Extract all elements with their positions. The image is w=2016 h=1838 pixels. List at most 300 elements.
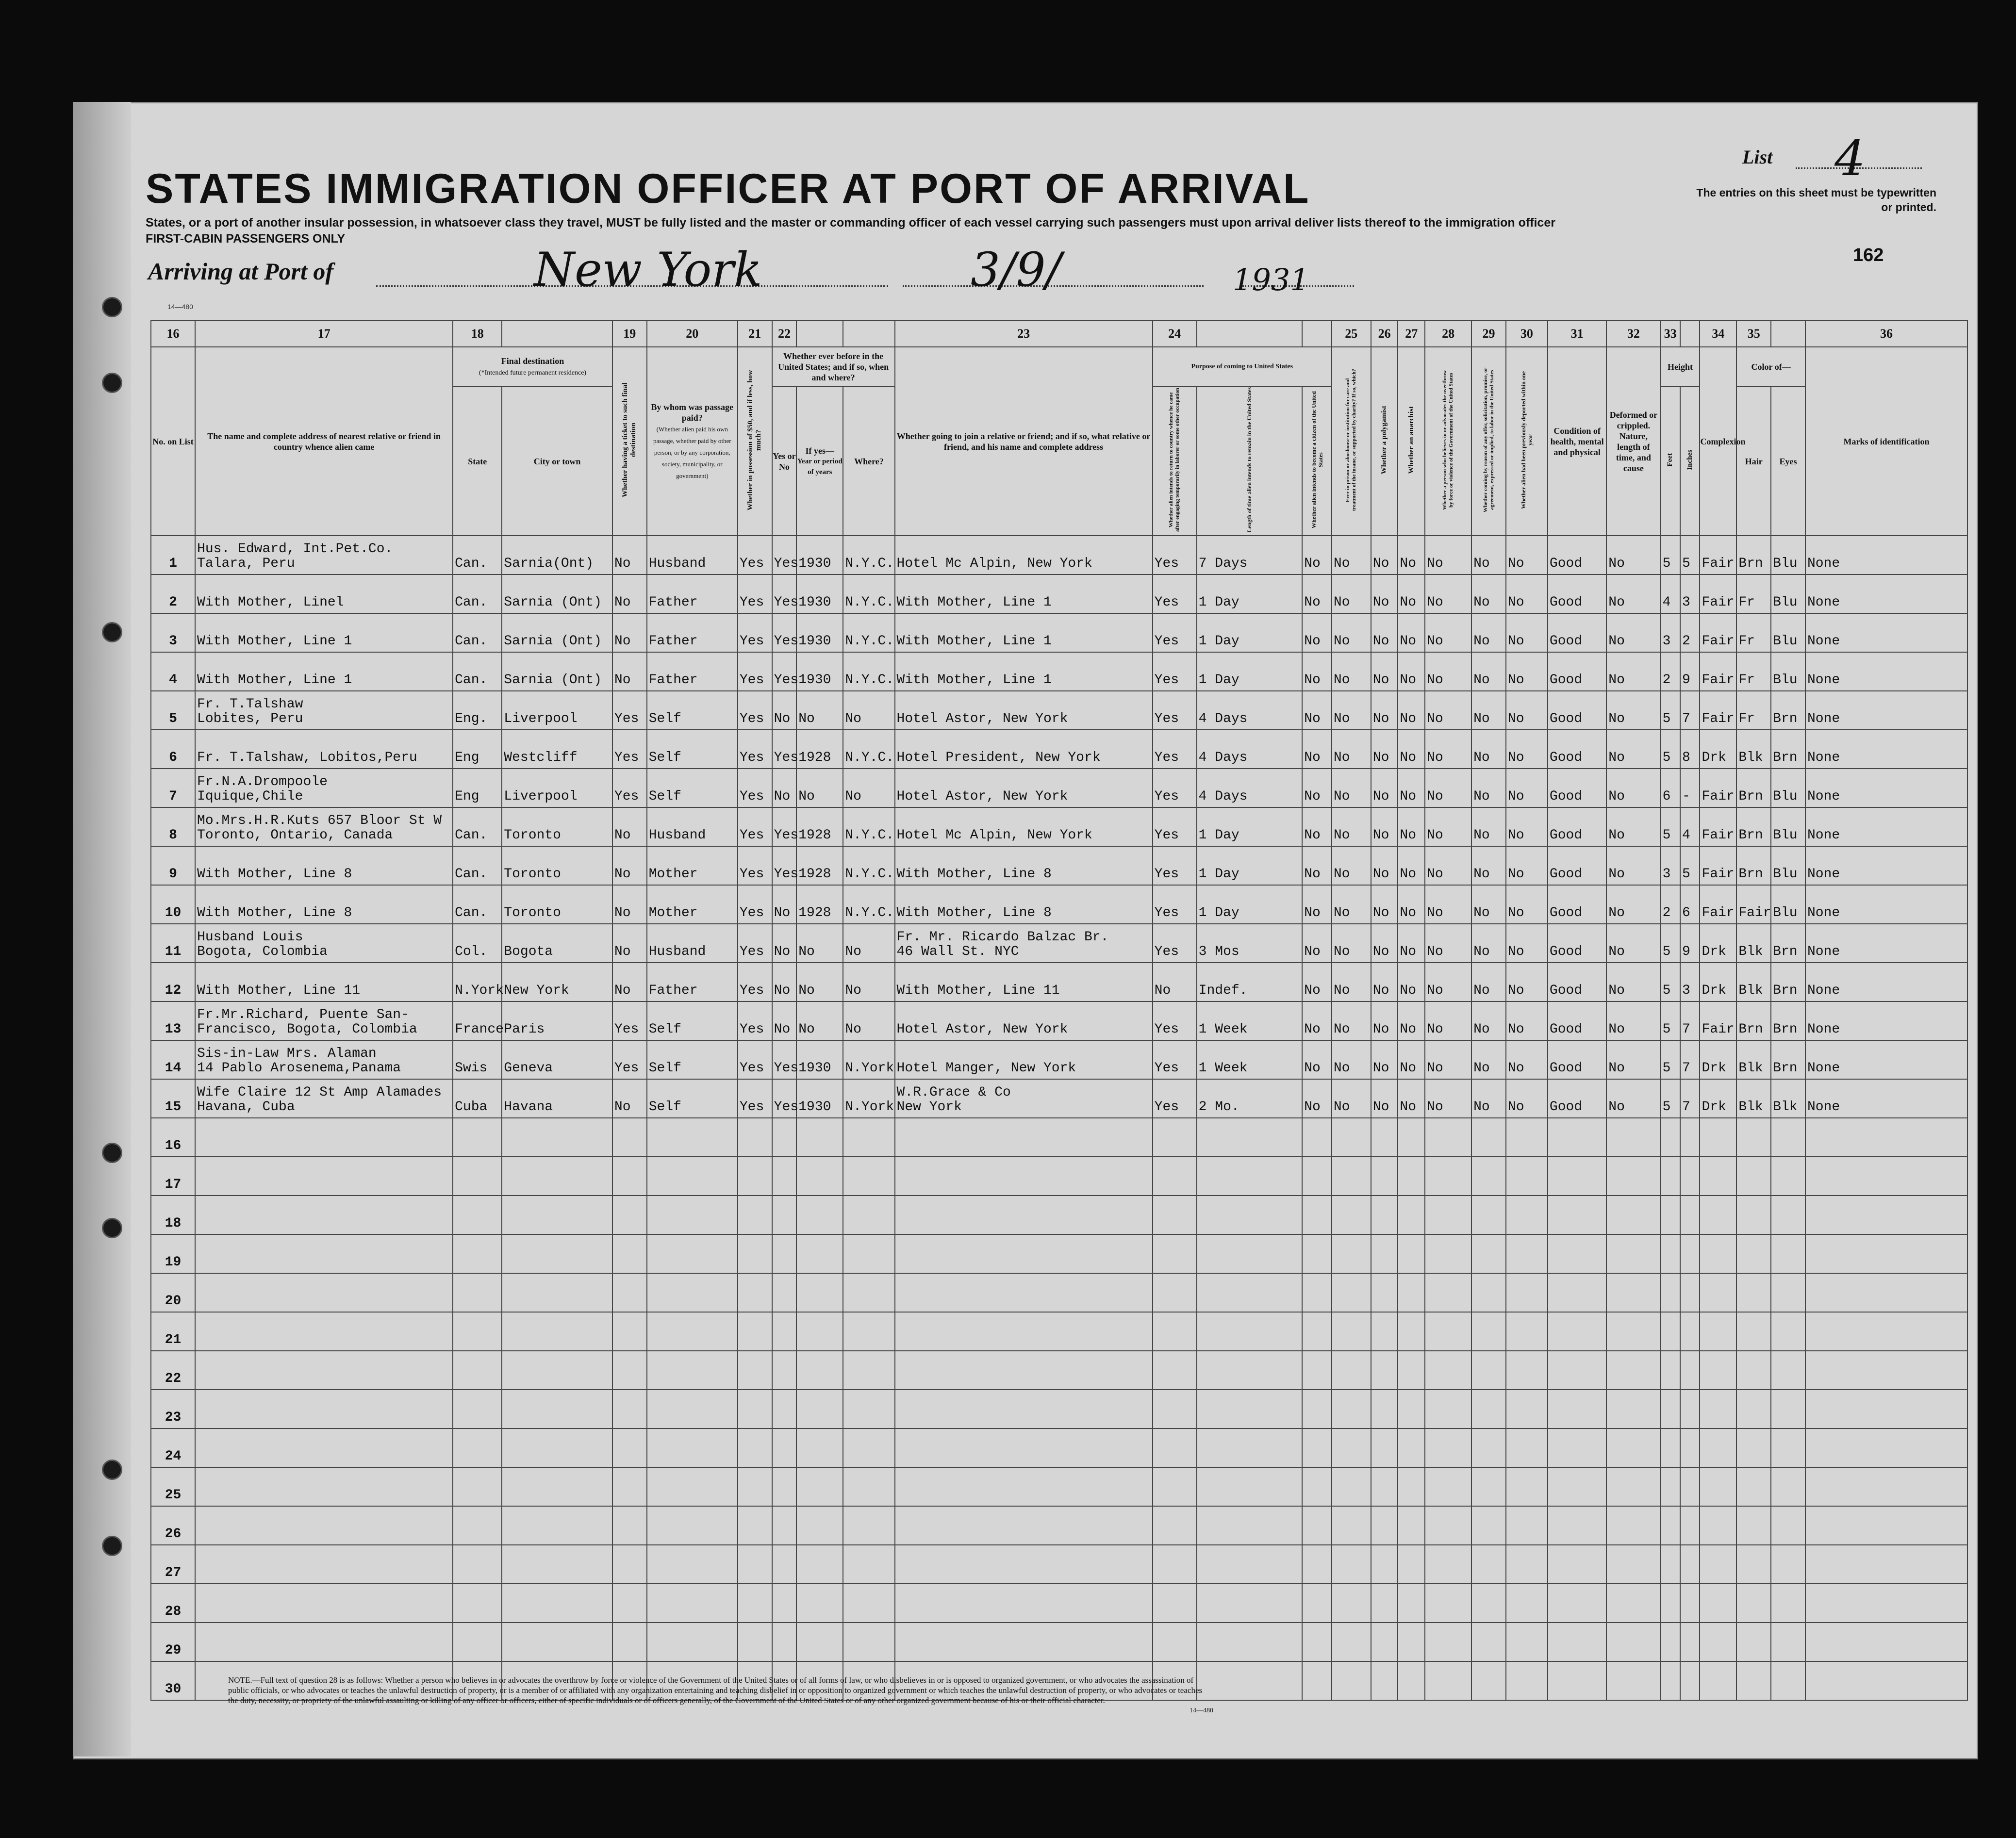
year-cell (796, 1118, 843, 1157)
header-line-no: No. on List (151, 347, 195, 536)
year-cell: 1930 (796, 536, 843, 574)
joining-cell: Hotel Mc Alpin, New York (895, 536, 1153, 574)
manifest-table (150, 320, 1968, 1701)
fifty-dollars-cell: Yes (738, 769, 772, 807)
ticket-cell (612, 1467, 647, 1506)
line-number-cell: 4 (151, 652, 195, 691)
passenger-class: FIRST-CABIN PASSENGERS ONLY (146, 232, 346, 246)
year-cell (796, 1273, 843, 1312)
header-final-destination: Final destination (*Intended future permanent residence) (453, 347, 612, 387)
polygamist-cell (1371, 1234, 1398, 1273)
binder-hole-icon (102, 1143, 122, 1163)
citizen-cell (1302, 1623, 1332, 1661)
labor-offer-cell (1471, 1467, 1506, 1506)
deported-cell: No (1506, 730, 1548, 769)
fifty-dollars-cell (738, 1428, 772, 1467)
deformed-cell (1606, 1506, 1660, 1545)
passage-paid-cell: Self (647, 691, 738, 730)
marks-cell: None (1805, 924, 1967, 963)
hair-cell (1736, 1584, 1771, 1623)
header-passage-paid: By whom was passage paid? (Whether alien paid his own passage, whether paid by other person, or by any corporation, society, municipality, or government) (647, 347, 738, 536)
relative-cell-line1: Hus. Edward, Int.Pet.Co. (197, 542, 393, 557)
joining-cell (895, 1506, 1153, 1545)
joining-cell (895, 1312, 1153, 1351)
table-row (151, 536, 1967, 574)
health-cell: Good (1548, 846, 1606, 885)
before-us-cell (772, 1312, 797, 1351)
polygamist-cell: No (1371, 1001, 1398, 1040)
deformed-cell: No (1606, 1040, 1660, 1079)
state-cell (453, 1506, 502, 1545)
line-number-cell: 3 (151, 613, 195, 652)
citizen-cell: No (1302, 691, 1332, 730)
date-handwritten: 3/9/ (971, 243, 1061, 297)
polygamist-cell (1371, 1584, 1398, 1623)
state-cell: Cuba (453, 1079, 502, 1118)
empty-row (151, 1312, 1967, 1351)
marks-cell (1805, 1390, 1967, 1428)
year-cell: 1928 (796, 730, 843, 769)
passage-paid-cell (647, 1312, 738, 1351)
complexion-cell: Drk (1700, 963, 1736, 1001)
overthrow-cell (1425, 1467, 1471, 1506)
feet-cell (1661, 1506, 1680, 1545)
ticket-cell (612, 1157, 647, 1196)
relative-cell: With Mother, Line 8 (195, 885, 453, 924)
state-cell: Eng (453, 769, 502, 807)
before-us-cell (772, 1428, 797, 1467)
fifty-dollars-cell (738, 1623, 772, 1661)
deformed-cell: No (1606, 963, 1660, 1001)
where-cell: No (843, 691, 894, 730)
feet-cell: 5 (1661, 691, 1680, 730)
polygamist-cell (1371, 1312, 1398, 1351)
health-cell: Good (1548, 613, 1606, 652)
before-us-cell: Yes (772, 730, 797, 769)
inches-cell (1680, 1661, 1700, 1700)
health-cell: Good (1548, 1079, 1606, 1118)
header-relative: The name and complete address of nearest relative or friend in country whence alien came (195, 347, 453, 536)
passage-paid-cell (647, 1196, 738, 1234)
complexion-cell (1700, 1623, 1736, 1661)
marks-cell: None (1805, 652, 1967, 691)
city-cell: Paris (502, 1001, 612, 1040)
joining-cell (895, 1273, 1153, 1312)
institution-cell: No (1332, 613, 1371, 652)
return-cell (1153, 1506, 1197, 1545)
eyes-cell: Brn (1771, 1040, 1805, 1079)
ticket-cell: No (612, 846, 647, 885)
deported-cell (1506, 1118, 1548, 1157)
table-row (151, 963, 1967, 1001)
fifty-dollars-cell (738, 1467, 772, 1506)
header-fifty-dollars: Whether in possession of $50, and if less, how much? (738, 347, 772, 536)
health-cell (1548, 1428, 1606, 1467)
deported-cell (1506, 1196, 1548, 1234)
complexion-cell (1700, 1428, 1736, 1467)
joining-cell: With Mother, Line 1 (895, 652, 1153, 691)
year-cell (796, 1584, 843, 1623)
relative-cell (195, 1040, 453, 1079)
complexion-cell (1700, 1467, 1736, 1506)
feet-cell: 3 (1661, 846, 1680, 885)
marks-cell: None (1805, 574, 1967, 613)
ticket-cell (612, 1196, 647, 1234)
footnote: NOTE.—Full text of question 28 is as follows: Whether a person who believes in or advocates the overthrow by force or violence of the Government of the United States or of all forms of law, or who disbelieves in or is opposed to organized government, or who advocates the assassination of public officials, or who advocates or teaches the unlawful destruction of property, or is a member of or affiliated with any organization entertaining and teaching disbelief in or opposition to organized government or which teaches the unlawful destruction of property, or who advocates or teaches the duty, necessity, or propriety of the unlawful assaulting or killing of any officer or officers, either of specific individuals or of officers generally, of the Government of the United States or of any other organized government because of his or their official character. 14—480 (228, 1675, 1213, 1714)
joining-cell (895, 1467, 1153, 1506)
length-cell (1197, 1623, 1302, 1661)
complexion-cell (1700, 1584, 1736, 1623)
length-cell (1197, 1351, 1302, 1390)
where-cell: N.Y.C. (843, 652, 894, 691)
relative-cell-line2: Havana, Cuba (197, 1100, 295, 1115)
before-us-cell (772, 1545, 797, 1584)
joining-cell: Hotel Astor, New York (895, 769, 1153, 807)
city-cell: Liverpool (502, 691, 612, 730)
year-cell (796, 1390, 843, 1428)
deported-cell: No (1506, 574, 1548, 613)
complexion-cell (1700, 1390, 1736, 1428)
column-number (796, 321, 843, 347)
column-number: 28 (1425, 321, 1471, 347)
feet-cell: 4 (1661, 574, 1680, 613)
joining-cell (895, 1545, 1153, 1584)
overthrow-cell (1425, 1506, 1471, 1545)
marks-cell: None (1805, 885, 1967, 924)
return-cell (1153, 1157, 1197, 1196)
inches-cell (1680, 1467, 1700, 1506)
deformed-cell: No (1606, 1079, 1660, 1118)
hair-cell: Blk (1736, 1079, 1771, 1118)
anarchist-cell: No (1398, 1001, 1425, 1040)
citizen-cell (1302, 1545, 1332, 1584)
complexion-cell: Fair (1700, 885, 1736, 924)
relative-cell (195, 1351, 453, 1390)
deformed-cell: No (1606, 807, 1660, 846)
joining-cell (895, 1079, 1153, 1118)
inches-cell (1680, 1234, 1700, 1273)
binder-hole-icon (102, 297, 122, 317)
column-number: 31 (1548, 321, 1606, 347)
anarchist-cell: No (1398, 1040, 1425, 1079)
passage-paid-cell (647, 1157, 738, 1196)
passage-paid-cell (647, 1118, 738, 1157)
institution-cell (1332, 1273, 1371, 1312)
overthrow-cell: No (1425, 613, 1471, 652)
labor-offer-cell: No (1471, 1001, 1506, 1040)
header-before-us: Whether ever before in the United States; and if so, when and where? (772, 347, 895, 387)
fifty-dollars-cell (738, 1234, 772, 1273)
citizen-cell (1302, 1157, 1332, 1196)
joining-cell: With Mother, Line 1 (895, 574, 1153, 613)
labor-offer-cell: No (1471, 574, 1506, 613)
inches-cell (1680, 1428, 1700, 1467)
feet-cell (1661, 1234, 1680, 1273)
institution-cell: No (1332, 769, 1371, 807)
complexion-cell: Fair (1700, 574, 1736, 613)
polygamist-cell (1371, 1351, 1398, 1390)
anarchist-cell: No (1398, 652, 1425, 691)
eyes-cell (1771, 1118, 1805, 1157)
marks-cell (1805, 1273, 1967, 1312)
citizen-cell (1302, 1312, 1332, 1351)
column-number: 20 (647, 321, 738, 347)
labor-offer-cell (1471, 1157, 1506, 1196)
fifty-dollars-cell: Yes (738, 691, 772, 730)
ticket-cell (612, 1390, 647, 1428)
before-us-cell (772, 1118, 797, 1157)
state-cell (453, 1234, 502, 1273)
line-number-cell: 5 (151, 691, 195, 730)
overthrow-cell: No (1425, 574, 1471, 613)
list-label: List (1742, 146, 1773, 168)
relative-cell: With Mother, Line 8 (195, 846, 453, 885)
ticket-cell (612, 1584, 647, 1623)
empty-row (151, 1118, 1967, 1157)
state-cell (453, 1584, 502, 1623)
joining-cell-line1: Fr. Mr. Ricardo Balzac Br. (896, 930, 1109, 945)
joining-cell (895, 1428, 1153, 1467)
polygamist-cell (1371, 1661, 1398, 1700)
header-polygamist: Whether a polygamist (1371, 347, 1398, 536)
feet-cell: 5 (1661, 1040, 1680, 1079)
anarchist-cell: No (1398, 691, 1425, 730)
citizen-cell (1302, 1584, 1332, 1623)
citizen-cell (1302, 1506, 1332, 1545)
institution-cell (1332, 1234, 1371, 1273)
marks-cell: None (1805, 1079, 1967, 1118)
city-cell: Sarnia (Ont) (502, 613, 612, 652)
before-us-cell: No (772, 769, 797, 807)
return-cell (1153, 1390, 1197, 1428)
before-us-cell: Yes (772, 613, 797, 652)
citizen-cell: No (1302, 1079, 1332, 1118)
ticket-cell (612, 1506, 647, 1545)
deformed-cell: No (1606, 846, 1660, 885)
table-row (151, 807, 1967, 846)
labor-offer-cell: No (1471, 924, 1506, 963)
line-number-cell: 21 (151, 1312, 195, 1351)
line-number-cell: 24 (151, 1428, 195, 1467)
complexion-cell (1700, 1196, 1736, 1234)
line-number-cell: 22 (151, 1351, 195, 1390)
deformed-cell (1606, 1351, 1660, 1390)
passage-paid-cell: Self (647, 1001, 738, 1040)
inches-cell: 7 (1680, 1079, 1700, 1118)
table-row (151, 730, 1967, 769)
state-cell: Eng. (453, 691, 502, 730)
relative-cell-line2: Talara, Peru (197, 556, 295, 571)
empty-row (151, 1467, 1967, 1506)
polygamist-cell (1371, 1623, 1398, 1661)
anarchist-cell: No (1398, 769, 1425, 807)
passage-paid-cell (647, 1234, 738, 1273)
binder-hole-icon (102, 622, 122, 642)
eyes-cell: Blu (1771, 769, 1805, 807)
feet-cell (1661, 1196, 1680, 1234)
eyes-cell (1771, 1584, 1805, 1623)
marks-cell: None (1805, 613, 1967, 652)
citizen-cell: No (1302, 846, 1332, 885)
joining-cell: Hotel President, New York (895, 730, 1153, 769)
ticket-cell: No (612, 1079, 647, 1118)
line-number-cell: 29 (151, 1623, 195, 1661)
marks-cell (1805, 1467, 1967, 1506)
year-cell: 1930 (796, 1079, 843, 1118)
eyes-cell: Blu (1771, 574, 1805, 613)
return-cell (1153, 1351, 1197, 1390)
citizen-cell: No (1302, 613, 1332, 652)
institution-cell (1332, 1196, 1371, 1234)
overthrow-cell (1425, 1584, 1471, 1623)
deformed-cell (1606, 1273, 1660, 1312)
health-cell (1548, 1351, 1606, 1390)
citizen-cell (1302, 1234, 1332, 1273)
overthrow-cell: No (1425, 1001, 1471, 1040)
anarchist-cell: No (1398, 1079, 1425, 1118)
complexion-cell (1700, 1545, 1736, 1584)
hair-cell: Brn (1736, 769, 1771, 807)
passage-paid-cell: Husband (647, 924, 738, 963)
deported-cell: No (1506, 769, 1548, 807)
length-cell (1197, 1390, 1302, 1428)
where-cell: N.Y.C. (843, 574, 894, 613)
header-period: If yes— Year or period of years (796, 387, 843, 536)
where-cell (843, 1584, 894, 1623)
before-us-cell (772, 1273, 797, 1312)
polygamist-cell: No (1371, 730, 1398, 769)
deported-cell: No (1506, 807, 1548, 846)
overthrow-cell (1425, 1312, 1471, 1351)
where-cell: N.Y.C. (843, 885, 894, 924)
polygamist-cell (1371, 1196, 1398, 1234)
return-cell: Yes (1153, 769, 1197, 807)
labor-offer-cell (1471, 1312, 1506, 1351)
marks-cell (1805, 1428, 1967, 1467)
fifty-dollars-cell: Yes (738, 613, 772, 652)
institution-cell: No (1332, 963, 1371, 1001)
state-cell (453, 1428, 502, 1467)
health-cell (1548, 1196, 1606, 1234)
joining-cell: With Mother, Line 1 (895, 613, 1153, 652)
passage-paid-cell: Mother (647, 846, 738, 885)
feet-cell (1661, 1661, 1680, 1700)
deported-cell: No (1506, 924, 1548, 963)
line-number-cell: 30 (151, 1661, 195, 1700)
column-number: 34 (1700, 321, 1736, 347)
form-instructions: States, or a port of another insular possession, in whatsoever class they travel, MUST be fully listed and the master or commanding officer of each vessel carrying such passengers must upon arrival deliver lists thereof to the immigration officer (146, 216, 1555, 230)
institution-cell: No (1332, 1040, 1371, 1079)
complexion-cell: Drk (1700, 730, 1736, 769)
relative-cell-line2: 14 Pablo Arosenema,Panama (197, 1061, 401, 1076)
column-number: 33 (1661, 321, 1680, 347)
health-cell: Good (1548, 924, 1606, 963)
city-cell: Geneva (502, 1040, 612, 1079)
hair-cell: Brn (1736, 1001, 1771, 1040)
inches-cell (1680, 1157, 1700, 1196)
column-number: 25 (1332, 321, 1371, 347)
overthrow-cell: No (1425, 807, 1471, 846)
year-cell (796, 1157, 843, 1196)
inches-cell: 3 (1680, 963, 1700, 1001)
polygamist-cell (1371, 1157, 1398, 1196)
complexion-cell (1700, 1661, 1736, 1700)
marks-cell: None (1805, 536, 1967, 574)
joining-cell-line1: W.R.Grace & Co (896, 1085, 1011, 1100)
before-us-cell (772, 1157, 797, 1196)
institution-cell: No (1332, 924, 1371, 963)
polygamist-cell: No (1371, 1040, 1398, 1079)
relative-cell: With Mother, Linel (195, 574, 453, 613)
fifty-dollars-cell (738, 1390, 772, 1428)
anarchist-cell: No (1398, 574, 1425, 613)
health-cell (1548, 1661, 1606, 1700)
column-number: 18 (453, 321, 502, 347)
health-cell: Good (1548, 885, 1606, 924)
citizen-cell: No (1302, 963, 1332, 1001)
before-us-cell (772, 1234, 797, 1273)
feet-cell: 5 (1661, 1001, 1680, 1040)
length-cell: 2 Mo. (1197, 1079, 1302, 1118)
anarchist-cell: No (1398, 924, 1425, 963)
relative-cell (195, 807, 453, 846)
where-cell (843, 1234, 894, 1273)
ticket-cell (612, 1545, 647, 1584)
institution-cell: No (1332, 652, 1371, 691)
city-cell: Westcliff (502, 730, 612, 769)
overthrow-cell (1425, 1428, 1471, 1467)
institution-cell: No (1332, 807, 1371, 846)
anarchist-cell (1398, 1584, 1425, 1623)
city-cell: New York (502, 963, 612, 1001)
overthrow-cell: No (1425, 730, 1471, 769)
inches-cell: - (1680, 769, 1700, 807)
health-cell: Good (1548, 1040, 1606, 1079)
feet-cell: 5 (1661, 807, 1680, 846)
complexion-cell: Fair (1700, 613, 1736, 652)
deported-cell (1506, 1467, 1548, 1506)
polygamist-cell: No (1371, 885, 1398, 924)
health-cell: Good (1548, 807, 1606, 846)
complexion-cell: Fair (1700, 1001, 1736, 1040)
hair-cell (1736, 1390, 1771, 1428)
ticket-cell (612, 1312, 647, 1351)
anarchist-cell (1398, 1506, 1425, 1545)
state-cell (453, 1196, 502, 1234)
fifty-dollars-cell: Yes (738, 730, 772, 769)
complexion-cell (1700, 1234, 1736, 1273)
relative-cell: With Mother, Line 1 (195, 652, 453, 691)
before-us-cell: Yes (772, 807, 797, 846)
column-number (843, 321, 894, 347)
anarchist-cell (1398, 1157, 1425, 1196)
health-cell (1548, 1273, 1606, 1312)
ticket-cell: No (612, 613, 647, 652)
passage-paid-cell: Father (647, 613, 738, 652)
health-cell: Good (1548, 574, 1606, 613)
table-row (151, 1040, 1967, 1079)
labor-offer-cell (1471, 1118, 1506, 1157)
feet-cell: 2 (1661, 885, 1680, 924)
relative-cell-line1: Fr.Mr.Richard, Puente San- (197, 1007, 409, 1022)
before-us-cell: No (772, 924, 797, 963)
before-us-cell: No (772, 963, 797, 1001)
line-number-cell: 9 (151, 846, 195, 885)
binder-hole-icon (102, 1218, 122, 1238)
passage-paid-cell: Husband (647, 807, 738, 846)
column-number: 27 (1398, 321, 1425, 347)
header-overthrow: Whether a person who believes in or advocates the overthrow by force or violence of the Government of the United States (1425, 347, 1471, 536)
